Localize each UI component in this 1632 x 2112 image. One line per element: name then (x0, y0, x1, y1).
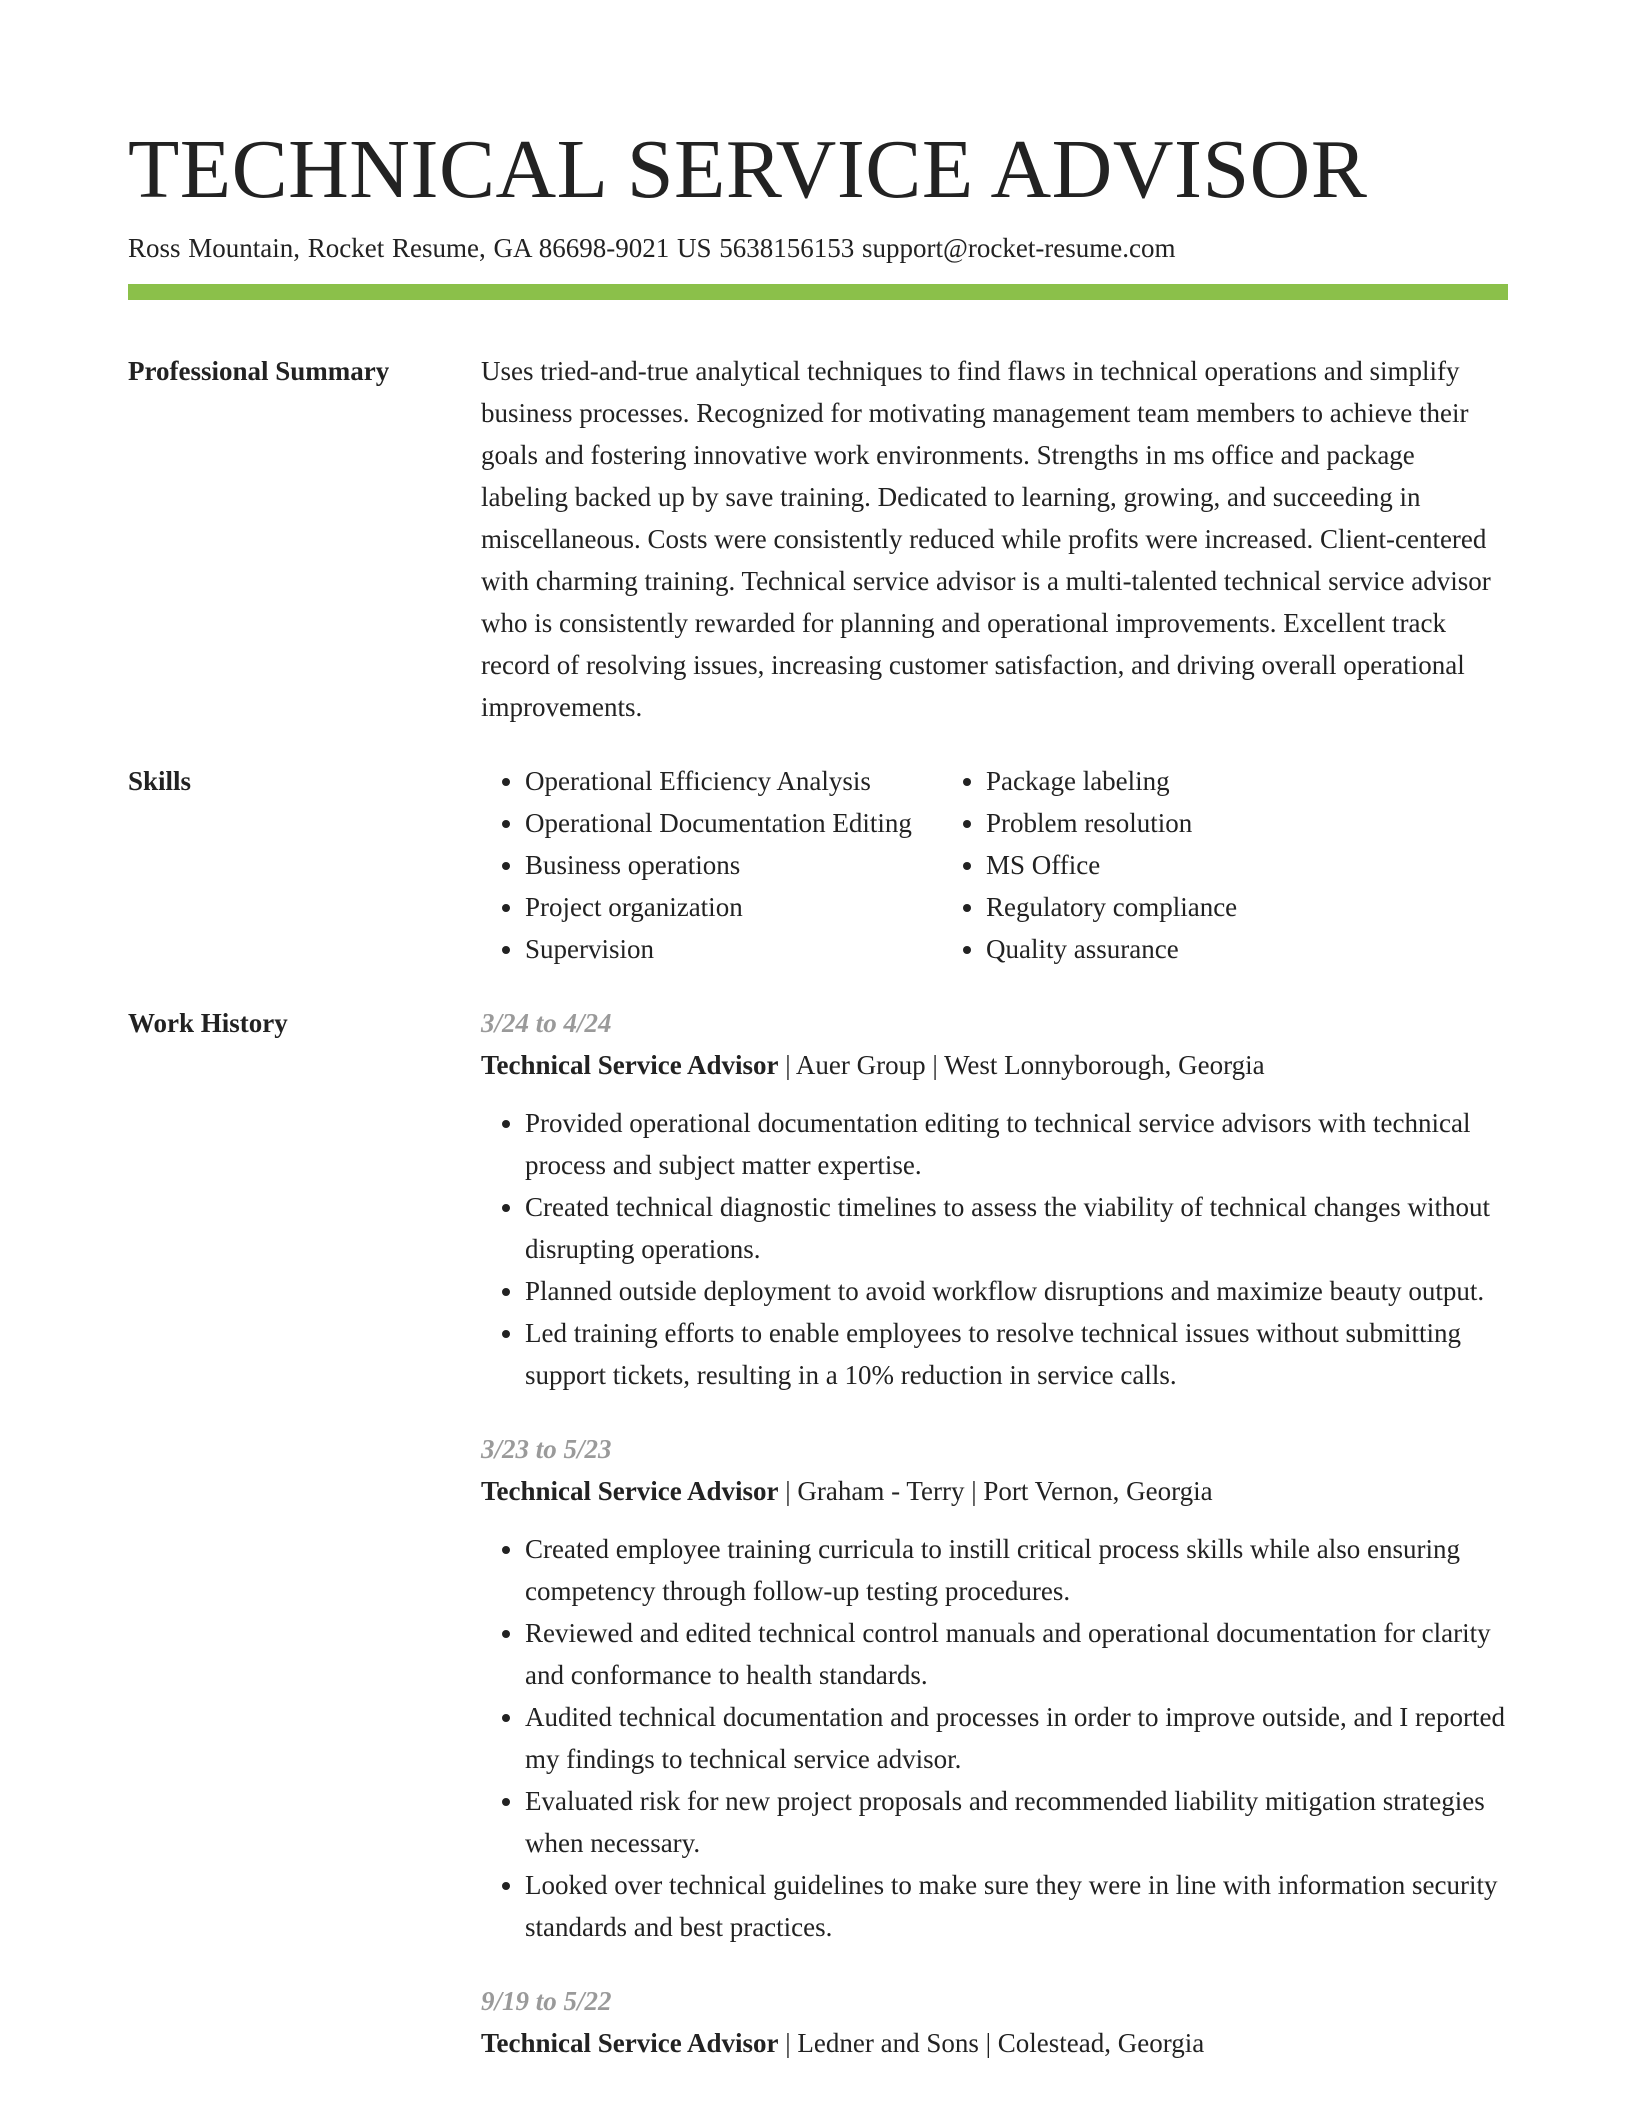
skill-item: • Regulatory compliance (986, 886, 1237, 928)
job-bullet: • Led training efforts to enable employees to resolve technical issues without submitting support tickets, resulting in a 10% reduction in service calls. (525, 1312, 1508, 1396)
separator: | (778, 1050, 796, 1080)
resume-page (128, 118, 1508, 2096)
job-heading (481, 1470, 1508, 1512)
skills-column-1 (481, 760, 942, 970)
job-bullet: • Created technical diagnostic timelines to assess the viability of technical changes without disrupting operations. (525, 1186, 1508, 1270)
job-bullet: • Looked over technical guidelines to make sure they were in line with information security standards and best practices. (525, 1864, 1508, 1948)
professional-summary-section (128, 350, 1508, 728)
separator: | (778, 1476, 798, 1506)
job-entry (481, 1980, 1508, 2064)
job-bullet: • Audited technical documentation and processes in order to improve outside, and I reported my findings to technical service advisor. (525, 1696, 1508, 1780)
skill-item: • Quality assurance (986, 928, 1237, 970)
separator: | (925, 1050, 945, 1080)
job-title: Technical Service Advisor (481, 2028, 779, 2058)
skill-item: • Operational Documentation Editing (525, 802, 942, 844)
skill-item: • Problem resolution (986, 802, 1237, 844)
skill-item: • Project organization (525, 886, 942, 928)
job-company: Auer Group (795, 1050, 926, 1080)
summary-text: Uses tried-and-true analytical techniques to find flaws in technical operations and simplify business processes. Recognized for motivating management team members to achieve their goals and fostering innovative work environments. Strengths in ms office and package labeling backed up by save training. Dedicated to learning, growing, and succeeding in miscellaneous. Costs were consistently reduced while profits were increased. Client-centered with charming training. Technical service advisor is a multi-talented technical service advisor who is consistently rewarded for planning and operational improvements. Excellent track record of resolving issues, increasing customer satisfaction, and driving overall operational improvements. (481, 356, 1491, 722)
job-bullets (481, 1102, 1508, 1396)
job-bullet: • Provided operational documentation editing to technical service advisors with technical process and subject matter expertise. (525, 1102, 1508, 1186)
job-bullet: • Planned outside deployment to avoid workflow disruptions and maximize beauty output. (525, 1270, 1508, 1312)
job-bullet: • Evaluated risk for new project proposals and recommended liability mitigation strategies when necessary. (525, 1780, 1508, 1864)
job-company: Graham - Terry (797, 1476, 965, 1506)
job-dates: 3/24 to 4/24 (481, 1008, 612, 1038)
job-dates: 3/23 to 5/23 (481, 1434, 612, 1464)
skill-item: • Package labeling (986, 760, 1237, 802)
job-bullet: • Reviewed and edited technical control manuals and operational documentation for clarity and conformance to health standards. (525, 1612, 1508, 1696)
job-company: Ledner and Sons (797, 2028, 979, 2058)
contact-line: Ross Mountain, Rocket Resume, GA 86698-9021 US 5638156153 support@rocket-resume.com (128, 233, 1176, 263)
skill-item: • MS Office (986, 844, 1237, 886)
section-label-skills: Skills (128, 766, 192, 796)
job-title: Technical Service Advisor (481, 1476, 779, 1506)
resume-title: TECHNICAL SERVICE ADVISOR (128, 123, 1368, 216)
job-heading (481, 2022, 1508, 2064)
section-label-work: Work History (128, 1008, 288, 1038)
skill-item: • Business operations (525, 844, 942, 886)
work-history-section (128, 1002, 1508, 2096)
job-dates: 9/19 to 5/22 (481, 1986, 612, 2016)
job-location: West Lonnyborough, Georgia (944, 1050, 1265, 1080)
skill-item: • Supervision (525, 928, 942, 970)
job-title: Technical Service Advisor (481, 1050, 779, 1080)
job-location: Colestead, Georgia (997, 2028, 1205, 2058)
separator: | (978, 2028, 998, 2058)
job-bullet: • Created employee training curricula to instill critical process skills while also ensuring competency through follow-up testing procedures. (525, 1528, 1508, 1612)
separator: | (778, 2028, 798, 2058)
job-entry (481, 1428, 1508, 1948)
separator: | (964, 1476, 984, 1506)
skills-column-2 (942, 760, 1237, 970)
skills-section (128, 760, 1508, 970)
job-bullets (481, 1528, 1508, 1948)
skills-columns (481, 760, 1508, 970)
work-history-list (481, 1002, 1508, 2096)
job-entry (481, 1002, 1508, 1396)
job-heading (481, 1044, 1508, 1086)
accent-divider (128, 284, 1508, 300)
section-label-summary: Professional Summary (128, 356, 390, 386)
skill-item: • Operational Efficiency Analysis (525, 760, 942, 802)
job-location: Port Vernon, Georgia (983, 1476, 1213, 1506)
